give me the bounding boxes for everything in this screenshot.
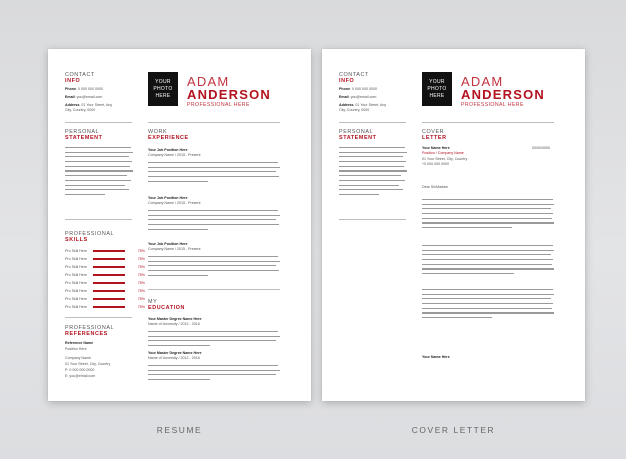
education-subheading: EDUCATION: [148, 305, 186, 311]
cover-letter-subheading: LETTER: [422, 135, 447, 141]
skills-subheading: SKILLS: [65, 237, 88, 243]
contact-subheading: INFO: [65, 78, 81, 84]
contact-address-line2: City, Country, 0000: [339, 108, 370, 112]
reference-address: 01 Your Street, City, Country: [65, 362, 111, 366]
skill-bar: [93, 266, 125, 268]
contact-email: Email: you@email.com: [65, 95, 103, 99]
work-heading: WORK: [148, 129, 168, 135]
job-title: Your Job Position Here: [148, 242, 188, 246]
contact-phone: Phone: 0 000 000 0000: [339, 87, 377, 91]
contact-address: Address: 01 Your Street, Any: [339, 103, 387, 107]
recipient-address: 01 Your Street, City, Country: [422, 157, 468, 161]
profession: PROFESSIONAL HERE: [461, 102, 524, 108]
resume-caption: RESUME: [156, 425, 203, 435]
resume-page: [48, 49, 311, 401]
photo-placeholder: YOUR PHOTO HERE: [148, 72, 178, 106]
personal-heading: PERSONAL: [65, 129, 100, 135]
contact-heading: CONTACT: [339, 72, 369, 78]
name-first: ADAM: [461, 74, 504, 89]
cover-letter-heading: COVER: [422, 129, 445, 135]
letter-paragraph: [422, 245, 554, 278]
contact-address: Address: 01 Your Street, Any: [65, 103, 113, 107]
job-description: [148, 162, 280, 185]
contact-email: Email: you@email.com: [339, 95, 377, 99]
degree-description: [148, 365, 280, 384]
skill-bar: [93, 274, 125, 276]
skill-bar: [93, 290, 125, 292]
photo-placeholder: YOUR PHOTO HERE: [422, 72, 452, 106]
job-title: Your Job Position Here: [148, 196, 188, 200]
reference-company: Company Name: [65, 356, 91, 360]
degree-school: Name of Unversity / 2012 - 2016: [148, 356, 200, 360]
skill-row: Pro Skill Here 75%: [65, 281, 145, 285]
job-company: Company Name / 2015 - Present: [148, 247, 201, 251]
divider: [65, 122, 132, 123]
degree-school: Name of Unversity / 2012 - 2016: [148, 322, 200, 326]
reference-phone: P: 0 000 000 0000: [65, 368, 95, 372]
name-first: ADAM: [187, 74, 230, 89]
contact-address-line2: City, Country, 0000: [65, 108, 96, 112]
job-description: [148, 256, 280, 279]
divider: [148, 289, 280, 290]
skill-row: Pro Skill Here 75%: [65, 265, 145, 269]
job-company: Company Name / 2015 - Present: [148, 201, 201, 205]
personal-heading: PERSONAL: [339, 129, 374, 135]
education-heading: MY: [148, 299, 158, 305]
skill-row: Pro Skill Here 75%: [65, 249, 145, 253]
job-description: [148, 210, 280, 233]
letter-date: 00/00/0000: [532, 146, 550, 150]
recipient-phone: +0 000 000 0000: [422, 162, 450, 166]
personal-subheading: STATEMENT: [339, 135, 377, 141]
skill-row: Pro Skill Here 75%: [65, 289, 145, 293]
closing-name: Your Name Here: [422, 355, 450, 359]
degree-description: [148, 331, 280, 350]
divider: [65, 219, 132, 220]
divider: [65, 317, 132, 318]
job-title: Your Job Position Here: [148, 148, 188, 152]
skill-bar: [93, 282, 125, 284]
personal-subheading: STATEMENT: [65, 135, 103, 141]
references-heading: PROFESSIONAL: [65, 325, 115, 331]
divider: [339, 122, 406, 123]
letter-paragraph: [422, 289, 554, 322]
personal-text: [65, 147, 133, 199]
job-company: Company Name / 2015 - Present: [148, 153, 201, 157]
letter-paragraph: [422, 199, 554, 232]
skill-bar: [93, 250, 125, 252]
skill-row: Pro Skill Here 75%: [65, 273, 145, 277]
profession: PROFESSIONAL HERE: [187, 102, 250, 108]
skill-bar: [93, 306, 125, 308]
work-subheading: EXPERIENCE: [148, 135, 189, 141]
skill-row: Pro Skill Here 75%: [65, 297, 145, 301]
personal-text: [339, 147, 407, 199]
contact-phone: Phone: 0 000 000 0000: [65, 87, 103, 91]
divider: [422, 122, 554, 123]
degree-title: Your Master Degree Name Here: [148, 351, 202, 355]
cover-letter-page: [322, 49, 585, 401]
skills-heading: PROFESSIONAL: [65, 231, 115, 237]
references-subheading: REFERENCES: [65, 331, 108, 337]
skill-row: Pro Skill Here 75%: [65, 305, 145, 309]
letter-greeting: Dear Sir/Madam: [422, 185, 449, 189]
contact-subheading: INFO: [339, 78, 355, 84]
skill-bar: [93, 258, 125, 260]
skill-bar: [93, 298, 125, 300]
name-last: ANDERSON: [187, 87, 271, 102]
reference-name: Reference Name: [65, 341, 94, 345]
reference-email: E: you@email.com: [65, 374, 96, 378]
degree-title: Your Master Degree Name Here: [148, 317, 202, 321]
contact-heading: CONTACT: [65, 72, 95, 78]
skill-row: Pro Skill Here 75%: [65, 257, 145, 261]
divider: [339, 219, 406, 220]
recipient-position: Position / Company Name: [422, 151, 464, 155]
recipient-name: Your Name Here: [422, 146, 450, 150]
cover-letter-caption: COVER LETTER: [411, 425, 496, 435]
name-last: ANDERSON: [461, 87, 545, 102]
divider: [148, 122, 280, 123]
reference-position: Position Here: [65, 347, 87, 351]
